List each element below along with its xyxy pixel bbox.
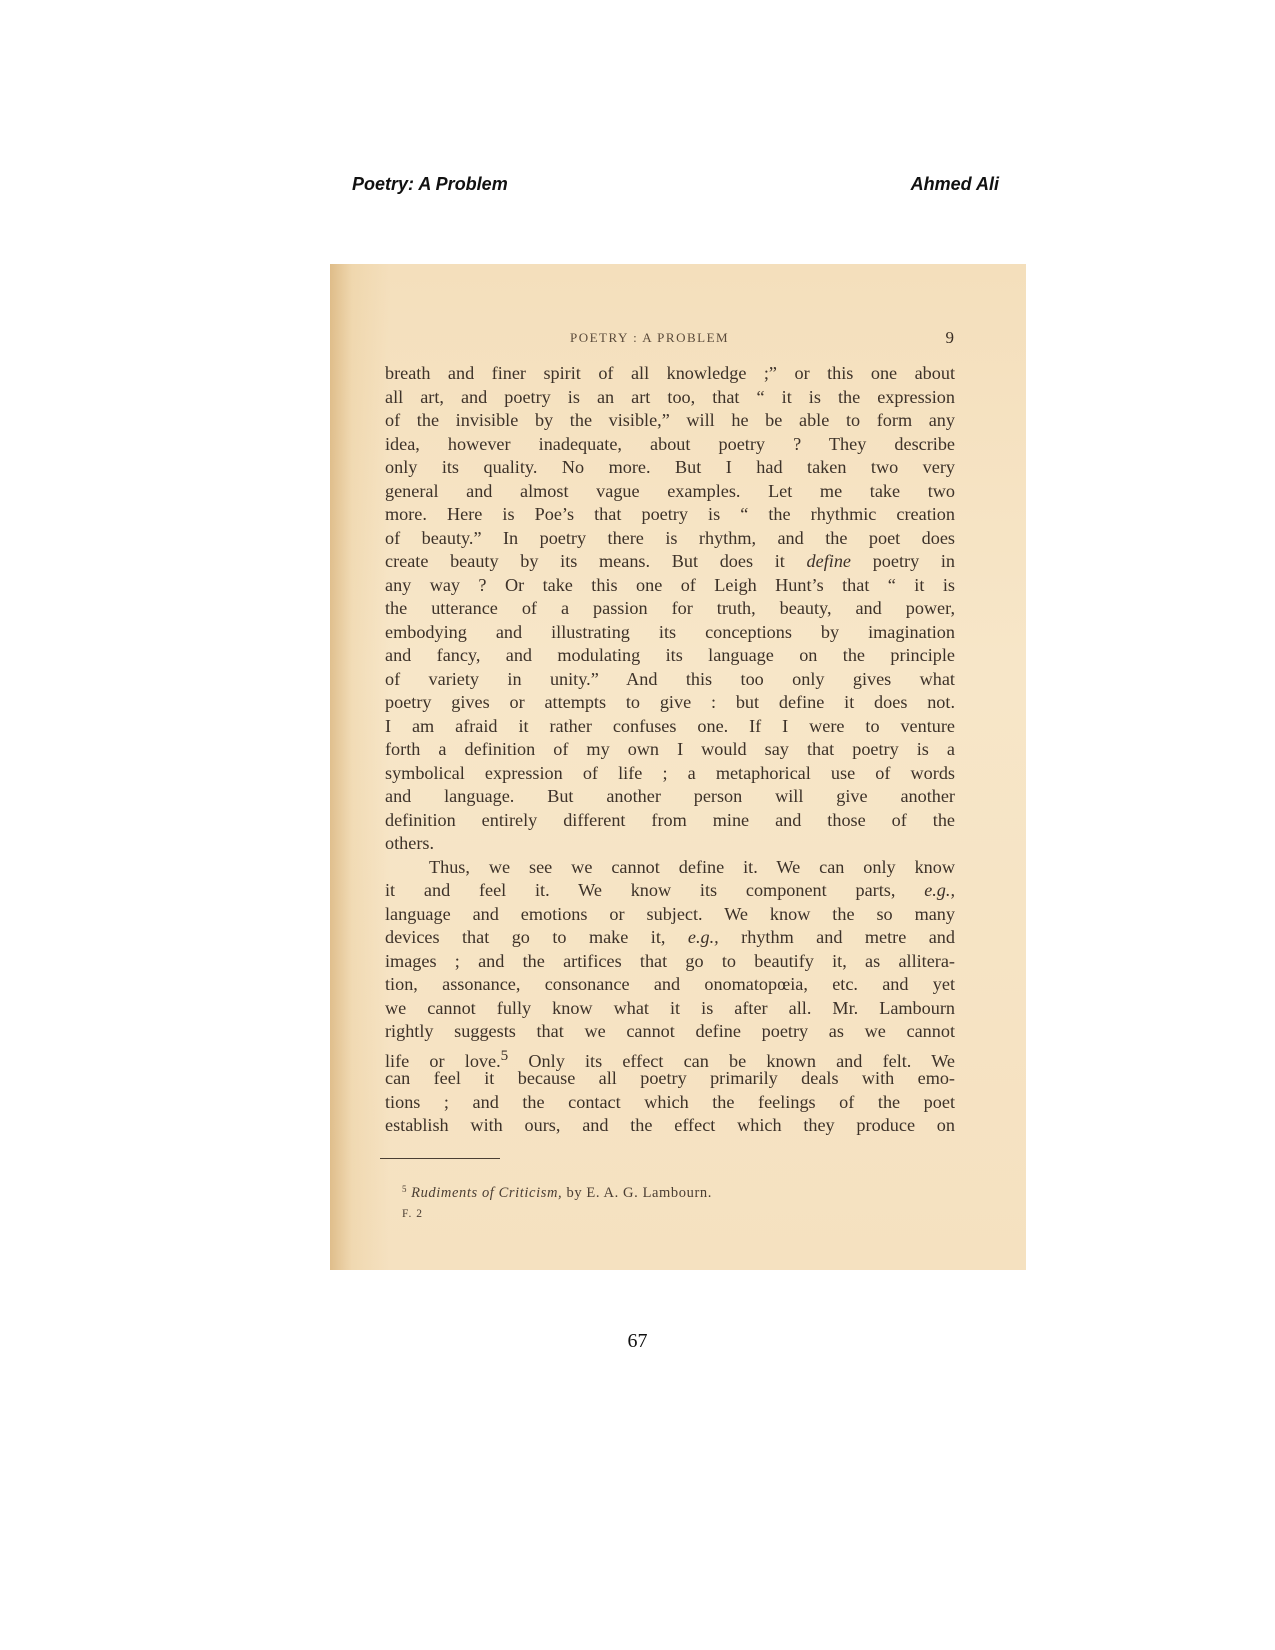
- text-line: can feel it because all poetry primarily deals with emo-: [385, 1068, 955, 1088]
- footnote: [402, 1184, 962, 1202]
- text-line: any way ? Or take this one of Leigh Hunt’s that “ it is: [385, 574, 955, 595]
- text-line: tion, assonance, consonance and onomatopœia, etc. and yet: [385, 974, 955, 994]
- text-line: images ; and the artifices that go to beautify it, as allitera-: [385, 950, 955, 971]
- text-line: and language. But another person will give another: [385, 786, 955, 806]
- footnote-title: Rudiments of Criticism,: [411, 1185, 563, 1201]
- text-line: the utterance of a passion for truth, beauty, and power,: [385, 598, 955, 618]
- line-text: create beauty by its means. But does it: [385, 551, 785, 571]
- footnote-rest: by E. A. G. Lambourn.: [562, 1185, 712, 1201]
- text-line: establish with ours, and the effect which they produce on: [385, 1115, 955, 1135]
- running-header-title: Poetry: A Problem: [352, 174, 508, 194]
- running-header-author: Ahmed Ali: [910, 174, 999, 194]
- text-line: [385, 1044, 955, 1071]
- text-line: forth a definition of my own I would say that poetry is a: [385, 739, 955, 759]
- text-line: more. Here is Poe’s that poetry is “ the rhythmic creation: [385, 504, 955, 524]
- text-line: Thus, we see we cannot define it. We can only know: [429, 856, 955, 877]
- page-number: 67: [627, 1330, 648, 1352]
- text-line: [385, 926, 955, 950]
- footnote-marker: 5: [402, 1184, 408, 1194]
- line-tail: Only its effect can be known and felt. We: [508, 1050, 955, 1071]
- footnote-rule: [380, 1158, 500, 1159]
- text-line: general and almost vague examples. Let me take two: [385, 480, 955, 501]
- line-text: it and feel it. We know its component parts,: [385, 880, 896, 900]
- italic-define: define: [806, 551, 851, 571]
- text-line: definition entirely different from mine and those of the: [385, 809, 955, 830]
- text-line: rightly suggests that we cannot define poetry as we cannot: [385, 1021, 955, 1041]
- text-line: of beauty.” In poetry there is rhythm, and the poet does: [385, 527, 955, 548]
- scanned-page: [330, 264, 1026, 1270]
- text-line: breath and finer spirit of all knowledge ;” or this one about: [385, 363, 955, 383]
- text-line: idea, however inadequate, about poetry ? They describe: [385, 433, 955, 454]
- text-line: all art, and poetry is an art too, that “ it is the expression: [385, 386, 955, 407]
- signature-mark: F. 2: [402, 1208, 423, 1220]
- line-text: devices that go to make it,: [385, 927, 666, 947]
- line-tail: poetry in: [851, 551, 955, 571]
- body-text: [385, 362, 955, 1138]
- text-line: symbolical expression of life ; a metaphorical use of words: [385, 762, 955, 783]
- text-line: I am afraid it rather confuses one. If I were to venture: [385, 715, 955, 736]
- italic-eg: e.g.,: [687, 927, 719, 947]
- text-line: and fancy, and modulating its language on the principle: [385, 645, 955, 665]
- text-line: [385, 879, 955, 903]
- text-line: language and emotions or subject. We know the so many: [385, 903, 955, 924]
- italic-eg: e.g.,: [924, 880, 955, 900]
- scan-folio: 9: [945, 328, 954, 347]
- text-line: poetry gives or attempts to give : but define it does not.: [385, 692, 955, 712]
- footnote-ref: 5: [500, 1046, 509, 1064]
- text-line: of variety in unity.” And this too only gives what: [385, 668, 955, 689]
- line-text: life or love.: [385, 1050, 501, 1071]
- text-line: others.: [385, 833, 434, 853]
- text-line: we cannot fully know what it is after all. Mr. Lambourn: [385, 997, 955, 1018]
- text-line: embodying and illustrating its conceptions by imagination: [385, 621, 955, 642]
- text-line: only its quality. No more. But I had taken two very: [385, 457, 955, 477]
- line-tail: rhythm and metre and: [718, 927, 955, 947]
- text-line: [385, 550, 955, 574]
- text-line: of the invisible by the visible,” will he be able to form any: [385, 410, 955, 430]
- scan-header: [330, 330, 1026, 350]
- scan-header-title: POETRY : A PROBLEM: [570, 330, 730, 345]
- text-line: tions ; and the contact which the feelings of the poet: [385, 1091, 955, 1112]
